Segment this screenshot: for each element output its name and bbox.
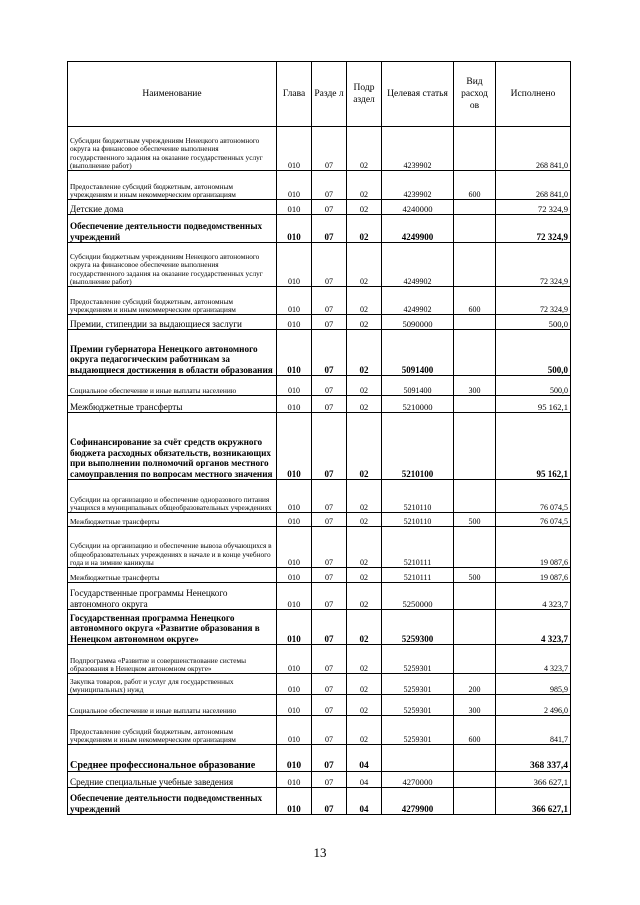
- table-row: [68, 376, 571, 396]
- row-section: 07: [312, 645, 347, 674]
- row-target: 5210100: [382, 413, 454, 480]
- row-section: 07: [312, 674, 347, 695]
- row-section: 07: [312, 200, 347, 215]
- row-target: 5210111: [382, 568, 454, 583]
- header-section: Разде л: [312, 62, 347, 127]
- row-name: Средние специальные учебные заведения: [68, 772, 277, 788]
- row-target: 4249900: [382, 215, 454, 243]
- row-executed: 72 324,9: [496, 243, 571, 287]
- header-executed: Исполнено: [496, 62, 571, 127]
- header-exp-type: Вид расход ов: [454, 62, 496, 127]
- row-exp-type: [454, 772, 496, 788]
- table-row: [68, 583, 571, 610]
- row-target: 5090000: [382, 315, 454, 330]
- row-target: 5250000: [382, 583, 454, 610]
- row-name: Закупка товаров, работ и услуг для государственных (муниципальных) нужд: [68, 674, 277, 695]
- row-target: 5091400: [382, 376, 454, 396]
- row-target: 5259300: [382, 610, 454, 645]
- row-subsection: 02: [347, 610, 382, 645]
- row-exp-type: [454, 330, 496, 376]
- table-row: [68, 568, 571, 583]
- row-chapter: 010: [277, 568, 312, 583]
- row-section: 07: [312, 716, 347, 745]
- row-section: 07: [312, 583, 347, 610]
- page-number: 13: [313, 845, 327, 860]
- row-target: 5210110: [382, 513, 454, 527]
- header-name: Наименование: [68, 62, 277, 127]
- table-row: [68, 513, 571, 527]
- header-row: [68, 62, 571, 127]
- table-row: [68, 215, 571, 243]
- row-subsection: 02: [347, 287, 382, 315]
- row-chapter: 010: [277, 772, 312, 788]
- row-chapter: 010: [277, 127, 312, 171]
- row-subsection: 04: [347, 772, 382, 788]
- row-exp-type: [454, 215, 496, 243]
- row-subsection: 02: [347, 480, 382, 513]
- row-chapter: 010: [277, 583, 312, 610]
- row-chapter: 010: [277, 396, 312, 413]
- row-subsection: 02: [347, 513, 382, 527]
- row-exp-type: [454, 396, 496, 413]
- row-executed: 95 162,1: [496, 413, 571, 480]
- row-target: 5259301: [382, 716, 454, 745]
- row-subsection: 02: [347, 695, 382, 716]
- row-name: Подпрограмма «Развитие и совершенствование системы образования в Ненецком автономном округе»: [68, 645, 277, 674]
- row-subsection: 04: [347, 788, 382, 815]
- row-name: Межбюджетные трансферты: [68, 396, 277, 413]
- row-executed: 4 323,7: [496, 583, 571, 610]
- row-executed: 19 087,6: [496, 527, 571, 568]
- row-chapter: 010: [277, 745, 312, 772]
- row-chapter: 010: [277, 243, 312, 287]
- row-name: Межбюджетные трансферты: [68, 513, 277, 527]
- row-subsection: 02: [347, 127, 382, 171]
- row-subsection: 02: [347, 716, 382, 745]
- table-row: [68, 745, 571, 772]
- row-name: Предоставление субсидий бюджетным, автономным учреждениям и иным некоммерческим организациям: [68, 171, 277, 200]
- header-chapter: Глава: [277, 62, 312, 127]
- table-row: [68, 674, 571, 695]
- row-executed: 268 841,0: [496, 127, 571, 171]
- row-section: 07: [312, 287, 347, 315]
- row-exp-type: [454, 413, 496, 480]
- table-row: [68, 527, 571, 568]
- row-exp-type: 600: [454, 716, 496, 745]
- row-chapter: 010: [277, 287, 312, 315]
- row-target: 5259301: [382, 645, 454, 674]
- row-chapter: 010: [277, 513, 312, 527]
- row-exp-type: [454, 645, 496, 674]
- row-name: Премии, стипендии за выдающиеся заслуги: [68, 315, 277, 330]
- row-name: Предоставление субсидий бюджетным, автономным учреждениям и иным некоммерческим организациям: [68, 287, 277, 315]
- table-row: [68, 243, 571, 287]
- row-section: 07: [312, 330, 347, 376]
- row-chapter: 010: [277, 480, 312, 513]
- row-chapter: 010: [277, 413, 312, 480]
- row-exp-type: 500: [454, 568, 496, 583]
- row-name: Социальное обеспечение и иные выплаты населению: [68, 376, 277, 396]
- table-row: [68, 200, 571, 215]
- row-subsection: 02: [347, 330, 382, 376]
- table-row: [68, 610, 571, 645]
- row-executed: 985,9: [496, 674, 571, 695]
- row-executed: 76 074,5: [496, 480, 571, 513]
- row-name: Предоставление субсидий бюджетным, автономным учреждениям и иным некоммерческим организациям: [68, 716, 277, 745]
- row-name: Субсидии на организацию и обеспечение вывоза обучающихся в общеобразовательных учреждениях в начале и в конце учебного года и на зимние каникулы: [68, 527, 277, 568]
- row-chapter: 010: [277, 171, 312, 200]
- row-section: 07: [312, 513, 347, 527]
- row-executed: 366 627,1: [496, 788, 571, 815]
- row-name: Социальное обеспечение и иные выплаты населению: [68, 695, 277, 716]
- row-subsection: 02: [347, 568, 382, 583]
- table-row: [68, 413, 571, 480]
- row-executed: 19 087,6: [496, 568, 571, 583]
- row-name: Субсидии бюджетным учреждениям Ненецкого автономного округа на финансовое обеспечение выполнения государственного задания на оказание государственных услуг (выполнение работ): [68, 243, 277, 287]
- row-exp-type: [454, 788, 496, 815]
- row-executed: 72 324,9: [496, 200, 571, 215]
- row-target: 4239902: [382, 171, 454, 200]
- row-target: 4249902: [382, 287, 454, 315]
- row-name: Обеспечение деятельности подведомственных учреждений: [68, 215, 277, 243]
- row-subsection: 02: [347, 315, 382, 330]
- row-chapter: 010: [277, 716, 312, 745]
- row-exp-type: 600: [454, 171, 496, 200]
- table-row: [68, 315, 571, 330]
- row-chapter: 010: [277, 215, 312, 243]
- row-name: Детские дома: [68, 200, 277, 215]
- row-target: [382, 745, 454, 772]
- row-exp-type: [454, 200, 496, 215]
- row-section: 07: [312, 695, 347, 716]
- row-executed: 4 323,7: [496, 610, 571, 645]
- row-target: 5259301: [382, 695, 454, 716]
- row-section: 07: [312, 480, 347, 513]
- row-executed: 2 496,0: [496, 695, 571, 716]
- row-executed: 366 627,1: [496, 772, 571, 788]
- row-name: Межбюджетные трансферты: [68, 568, 277, 583]
- row-chapter: 010: [277, 645, 312, 674]
- row-section: 07: [312, 215, 347, 243]
- row-executed: 95 162,1: [496, 396, 571, 413]
- row-subsection: 02: [347, 396, 382, 413]
- row-name: Субсидии бюджетным учреждениям Ненецкого автономного округа на финансовое обеспечение выполнения государственного задания на оказание государственных услуг (выполнение работ): [68, 127, 277, 171]
- row-exp-type: [454, 127, 496, 171]
- row-section: 07: [312, 413, 347, 480]
- row-executed: 72 324,9: [496, 215, 571, 243]
- row-exp-type: 500: [454, 513, 496, 527]
- row-target: 4279900: [382, 788, 454, 815]
- table-row: [68, 695, 571, 716]
- table-row: [68, 171, 571, 200]
- table-row: [68, 788, 571, 815]
- row-exp-type: 200: [454, 674, 496, 695]
- row-chapter: 010: [277, 330, 312, 376]
- table-row: [68, 645, 571, 674]
- row-exp-type: [454, 583, 496, 610]
- row-exp-type: [454, 243, 496, 287]
- row-chapter: 010: [277, 200, 312, 215]
- row-exp-type: [454, 480, 496, 513]
- table-row: [68, 716, 571, 745]
- row-executed: 368 337,4: [496, 745, 571, 772]
- row-section: 07: [312, 396, 347, 413]
- row-executed: 76 074,5: [496, 513, 571, 527]
- row-executed: 500,0: [496, 376, 571, 396]
- row-chapter: 010: [277, 376, 312, 396]
- row-chapter: 010: [277, 788, 312, 815]
- row-section: 07: [312, 527, 347, 568]
- header-target: Целевая статья: [382, 62, 454, 127]
- row-exp-type: [454, 610, 496, 645]
- row-chapter: 010: [277, 674, 312, 695]
- row-exp-type: [454, 527, 496, 568]
- row-target: 5210000: [382, 396, 454, 413]
- row-section: 07: [312, 376, 347, 396]
- row-executed: 500,0: [496, 330, 571, 376]
- row-exp-type: 300: [454, 695, 496, 716]
- table-row: [68, 396, 571, 413]
- row-name: Государственная программа Ненецкого автономного округа «Развитие образования в Ненецком автономном округе»: [68, 610, 277, 645]
- row-executed: 500,0: [496, 315, 571, 330]
- row-target: 5210110: [382, 480, 454, 513]
- row-exp-type: [454, 745, 496, 772]
- row-target: 4270000: [382, 772, 454, 788]
- row-section: 07: [312, 788, 347, 815]
- row-chapter: 010: [277, 315, 312, 330]
- row-section: 07: [312, 610, 347, 645]
- row-subsection: 02: [347, 674, 382, 695]
- row-name: Премии губернатора Ненецкого автономного округа педагогическим работникам за выдающиеся достижения в области образования: [68, 330, 277, 376]
- row-target: 5091400: [382, 330, 454, 376]
- row-name: Государственные программы Ненецкого автономного округа: [68, 583, 277, 610]
- row-subsection: 02: [347, 243, 382, 287]
- row-executed: 841,7: [496, 716, 571, 745]
- row-subsection: 02: [347, 200, 382, 215]
- row-section: 07: [312, 127, 347, 171]
- table-row: [68, 480, 571, 513]
- row-subsection: 02: [347, 413, 382, 480]
- row-subsection: 02: [347, 527, 382, 568]
- row-name: Обеспечение деятельности подведомственных учреждений: [68, 788, 277, 815]
- table-row: [68, 330, 571, 376]
- row-section: 07: [312, 171, 347, 200]
- row-executed: 268 841,0: [496, 171, 571, 200]
- row-section: 07: [312, 772, 347, 788]
- row-target: 4249902: [382, 243, 454, 287]
- header-subsection: Подр аздел: [347, 62, 382, 127]
- row-subsection: 02: [347, 376, 382, 396]
- table-row: [68, 772, 571, 788]
- row-section: 07: [312, 243, 347, 287]
- row-subsection: 02: [347, 645, 382, 674]
- row-chapter: 010: [277, 610, 312, 645]
- row-target: 4239902: [382, 127, 454, 171]
- row-exp-type: 300: [454, 376, 496, 396]
- row-section: 07: [312, 745, 347, 772]
- row-name: Среднее профессиональное образование: [68, 745, 277, 772]
- budget-table: [67, 61, 571, 815]
- table-row: [68, 287, 571, 315]
- row-section: 07: [312, 568, 347, 583]
- row-subsection: 02: [347, 171, 382, 200]
- row-exp-type: [454, 315, 496, 330]
- row-chapter: 010: [277, 695, 312, 716]
- row-target: 5259301: [382, 674, 454, 695]
- row-chapter: 010: [277, 527, 312, 568]
- row-name: Софинансирование за счёт средств окружного бюджета расходных обязательств, возникающих при выполнении полномочий органов местного самоуправления по вопросам местного значения: [68, 413, 277, 480]
- row-subsection: 04: [347, 745, 382, 772]
- row-executed: 4 323,7: [496, 645, 571, 674]
- row-subsection: 02: [347, 583, 382, 610]
- row-executed: 72 324,9: [496, 287, 571, 315]
- row-target: 4240000: [382, 200, 454, 215]
- table-row: [68, 127, 571, 171]
- row-name: Субсидии на организацию и обеспечение одноразового питания учащихся в муниципальных общеобразовательных учреждениях: [68, 480, 277, 513]
- row-exp-type: 600: [454, 287, 496, 315]
- row-subsection: 02: [347, 215, 382, 243]
- row-target: 5210111: [382, 527, 454, 568]
- row-section: 07: [312, 315, 347, 330]
